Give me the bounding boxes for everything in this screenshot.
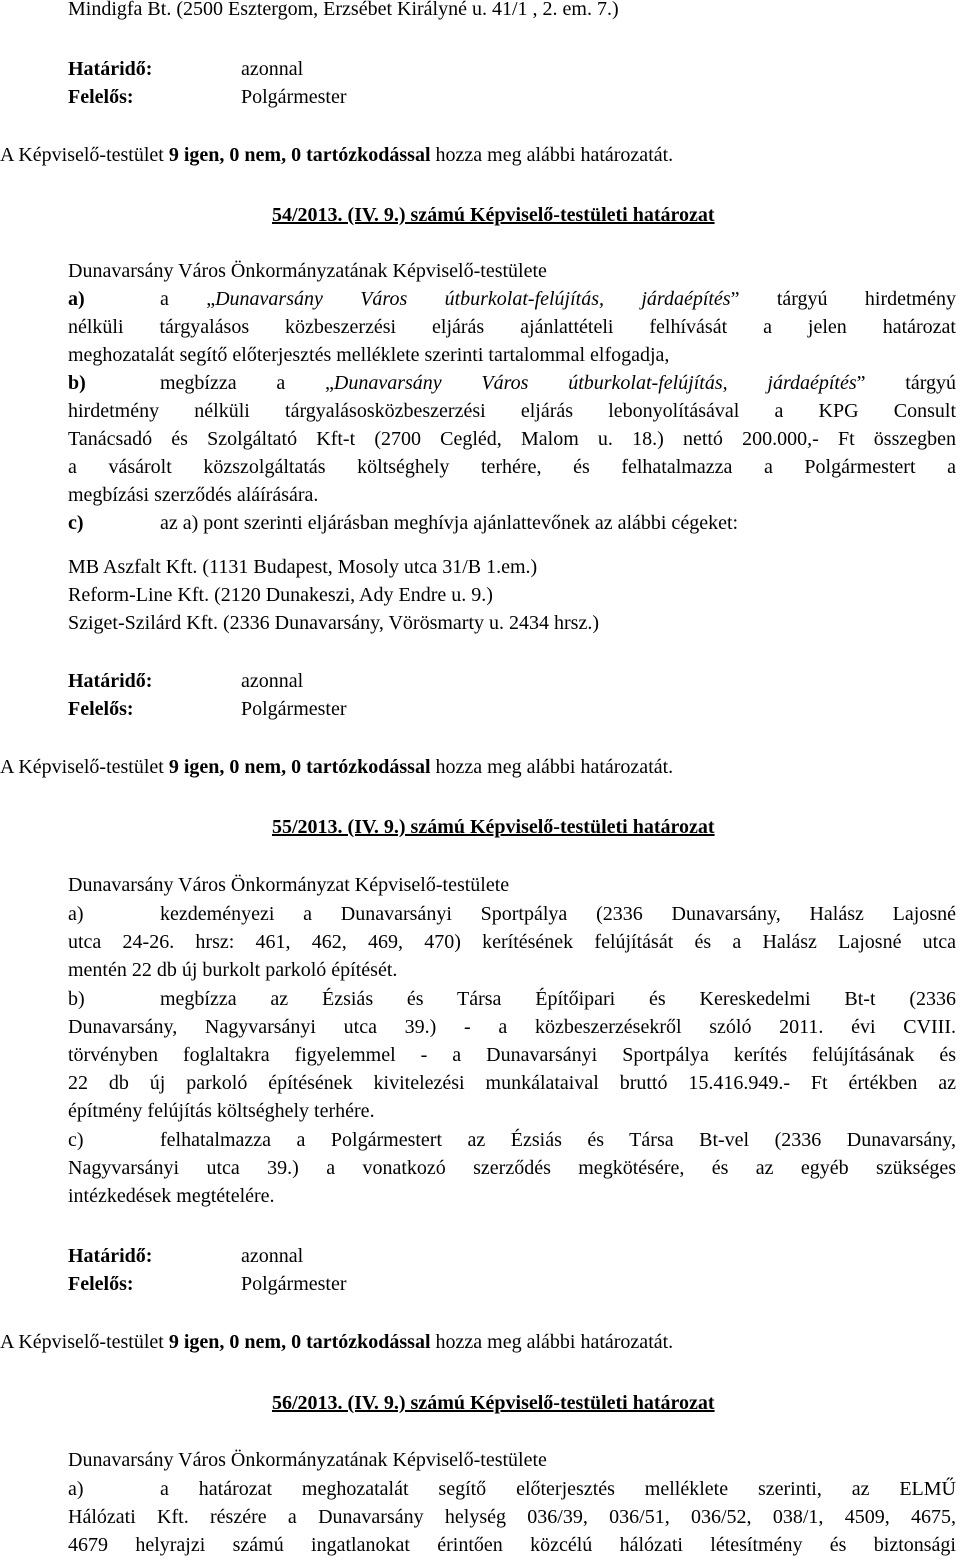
previous-company-line: Mindigfa Bt. (2500 Esztergom, Erzsébet Királyné u. 41/1 , 2. em. 7.) — [68, 0, 619, 20]
deadline-label: Határidő: — [68, 58, 153, 80]
responsible-label: Felelős: — [68, 86, 134, 108]
item-b-line: építmény felújítás költséghely terhére. — [68, 1100, 375, 1122]
item-b-line: b) megbízza a „Dunavarsány Város útburkolat-felújítás, járdaépítés” tárgyú — [68, 372, 957, 394]
item-c-line: intézkedések megtételére. — [68, 1185, 275, 1207]
resolution-intro: Dunavarsány Város Önkormányzatának Képviselő-testülete — [68, 1449, 547, 1471]
deadline-value: azonnal — [241, 670, 304, 692]
vote-statement: A Képviselő-testület 9 igen, 0 nem, 0 tartózkodással hozza meg alábbi határozatát. — [0, 1331, 674, 1353]
vote-statement: A Képviselő-testület 9 igen, 0 nem, 0 tartózkodással hozza meg alábbi határozatát. — [0, 144, 674, 166]
item-a-line: a) a „Dunavarsány Város útburkolat-felújítás, járdaépítés” tárgyú hirdetmény — [68, 288, 956, 310]
item-a-line: 4679 helyrajzi számú ingatlanokat érintően közcélú hálózati létesítmény és biztonsági — [68, 1534, 956, 1556]
item-b-line: b) megbízza az Ézsiás és Társa Építőipari és Kereskedelmi Bt-t (2336 — [68, 988, 956, 1010]
company-entry: Reform-Line Kft. (2120 Dunakeszi, Ady Endre u. 9.) — [68, 584, 493, 606]
responsible-value: Polgármester — [241, 86, 347, 108]
resolution-title: 54/2013. (IV. 9.) számú Képviselő-testületi határozat — [272, 204, 715, 226]
item-b-line: 22 db új parkoló építésének kivitelezési munkálataival bruttó 15.416.949.- Ft értékben az — [68, 1072, 956, 1094]
deadline-value: azonnal — [241, 58, 304, 80]
item-b-line: Dunavarsány, Nagyvarsányi utca 39.) - a közbeszerzésekről szóló 2011. évi CVIII. — [68, 1016, 956, 1038]
item-a-line: a) a határozat meghozatalát segítő előterjesztés melléklete szerinti, az ELMŰ — [68, 1478, 956, 1500]
item-c-line: c) az a) pont szerinti eljárásban meghívja ajánlattevőnek az alábbi cégeket: — [68, 512, 739, 534]
item-a-line: utca 24-26. hrsz: 461, 462, 469, 470) kerítésének felújítását és a Halász Lajosné utca — [68, 931, 956, 953]
responsible-label: Felelős: — [68, 1273, 134, 1295]
item-a-line: Hálózati Kft. részére a Dunavarsány helység 036/39, 036/51, 036/52, 038/1, 4509, 4675, — [68, 1506, 956, 1528]
company-entry: Sziget-Szilárd Kft. (2336 Dunavarsány, Vörösmarty u. 2434 hrsz.) — [68, 612, 599, 634]
vote-statement: A Képviselő-testület 9 igen, 0 nem, 0 tartózkodással hozza meg alábbi határozatát. — [0, 756, 674, 778]
item-a-line: mentén 22 db új burkolt parkoló építését. — [68, 959, 398, 981]
company-entry: MB Aszfalt Kft. (1131 Budapest, Mosoly utca 31/B 1.em.) — [68, 556, 538, 578]
item-c-line: c) felhatalmazza a Polgármestert az Ézsiás és Társa Bt-vel (2336 Dunavarsány, — [68, 1129, 956, 1151]
responsible-value: Polgármester — [241, 1273, 347, 1295]
resolution-title: 56/2013. (IV. 9.) számú Képviselő-testületi határozat — [272, 1392, 715, 1414]
resolution-title: 55/2013. (IV. 9.) számú Képviselő-testületi határozat — [272, 816, 715, 838]
deadline-label: Határidő: — [68, 670, 153, 692]
responsible-label: Felelős: — [68, 698, 134, 720]
item-b-line: megbízási szerződés aláírására. — [68, 484, 319, 506]
item-b-line: hirdetmény nélküli tárgyalásosközbeszerzési eljárás lebonyolításával a KPG Consult — [68, 400, 956, 422]
item-a-line: a) kezdeményezi a Dunavarsányi Sportpálya (2336 Dunavarsány, Halász Lajosné — [68, 903, 956, 925]
resolution-intro: Dunavarsány Város Önkormányzatának Képviselő-testülete — [68, 260, 547, 282]
deadline-value: azonnal — [241, 1245, 304, 1267]
item-a-line: meghozatalát segítő előterjesztés melléklete szerinti tartalommal elfogadja, — [68, 344, 670, 366]
item-a-line: nélküli tárgyalásos közbeszerzési eljárás ajánlattételi felhívását a jelen határozat — [68, 316, 956, 338]
item-b-line: a vásárolt közszolgáltatás költséghely terhére, és felhatalmazza a Polgármestert a — [68, 456, 956, 478]
deadline-label: Határidő: — [68, 1245, 153, 1267]
item-b-line: törvényben foglaltakra figyelemmel - a Dunavarsányi Sportpálya kerítés felújításának és — [68, 1044, 956, 1066]
item-c-line: Nagyvarsányi utca 39.) a vonatkozó szerződés megkötésére, és az egyéb szükséges — [68, 1157, 956, 1179]
item-b-line: Tanácsadó és Szolgáltató Kft-t (2700 Cegléd, Malom u. 18.) nettó 200.000,- Ft összegben — [68, 428, 956, 450]
resolution-intro: Dunavarsány Város Önkormányzat Képviselő-testülete — [68, 874, 510, 896]
responsible-value: Polgármester — [241, 698, 347, 720]
